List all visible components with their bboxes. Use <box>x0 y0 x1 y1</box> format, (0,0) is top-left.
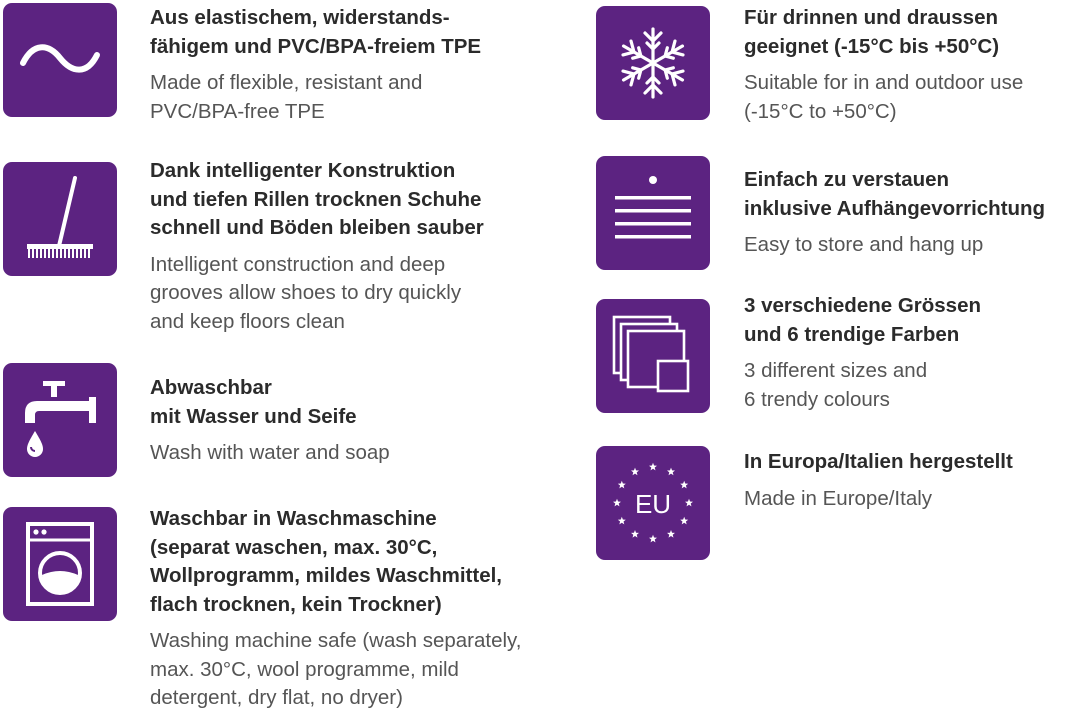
feature-description: Made in Europe/Italy <box>744 486 933 510</box>
stacked-squares-icon <box>596 299 710 413</box>
feature-heading: Einfach zu verstauen inklusive Aufhängevorrichtung <box>744 168 1046 220</box>
feature-heading: Für drinnen und draussen geeignet (-15°C bis +50°C) <box>744 6 1000 58</box>
feature-heading: Abwaschbar mit Wasser und Seife <box>150 376 357 428</box>
snowflake-icon <box>596 6 710 120</box>
feature-description: Wash with water and soap <box>150 441 390 464</box>
feature-heading: In Europa/Italien hergestellt <box>744 450 1013 473</box>
feature-heading: Aus elastischem, widerstands- fähigem und PVC/BPA-freiem TPE <box>150 6 482 58</box>
eu-flag-icon <box>596 446 710 560</box>
feature-description: Intelligent construction and deep grooves allow shoes to dry quickly and keep floors clean <box>150 252 462 333</box>
feature-heading: 3 verschiedene Grössen und 6 trendige Farben <box>744 294 982 346</box>
eu-label: EU <box>634 489 672 519</box>
feature-description: Suitable for in and outdoor use (-15°C to +50°C) <box>744 71 1024 123</box>
faucet-icon <box>3 363 117 477</box>
washing-machine-icon <box>3 507 117 621</box>
feature-heading: Dank intelligenter Konstruktion und tiefen Rillen trocknen Schuhe schnell und Böden bleiben sauber <box>150 159 484 239</box>
broom-icon <box>3 162 117 276</box>
feature-description: Washing machine safe (wash separately, max. 30°C, wool programme, mild detergent, dry flat, no dryer) <box>150 629 522 709</box>
feature-description: 3 different sizes and 6 trendy colours <box>744 359 928 411</box>
wave-icon <box>3 3 117 117</box>
feature-heading: Waschbar in Waschmaschine (separat waschen, max. 30°C, Wollprogramm, mildes Waschmittel, flach trocknen, kein Trockner) <box>150 507 502 616</box>
feature-description: Made of flexible, resistant and PVC/BPA-free TPE <box>150 71 423 123</box>
hanging-mat-icon <box>596 156 710 270</box>
feature-description: Easy to store and hang up <box>744 233 984 256</box>
